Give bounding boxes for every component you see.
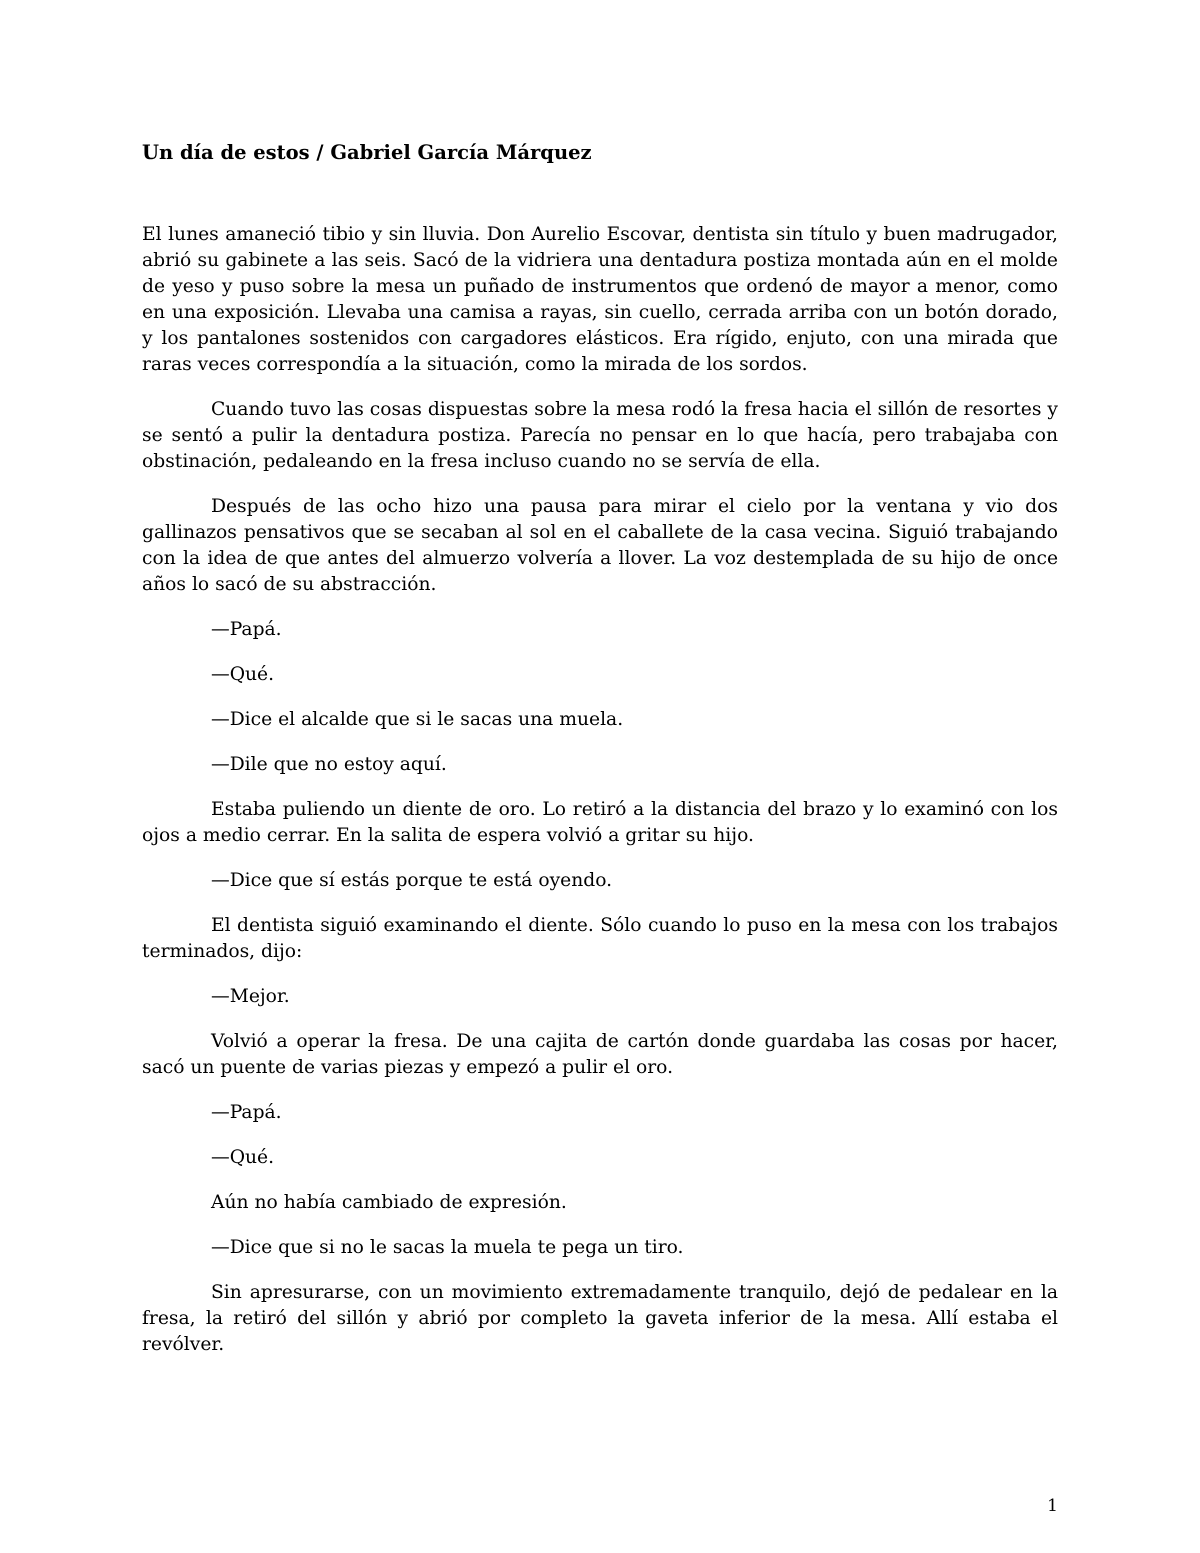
paragraph: Cuando tuvo las cosas dispuestas sobre la mesa rodó la fresa hacia el sillón de resortes y se sentó a pulir la dentadura postiza. Parecía no pensar en lo que hacía, pero trabajaba con obstinación, pedaleando en la fresa incluso cuando no se servía de ella. [142,399,1058,472]
dialogue-line: —Dice el alcalde que si le sacas una muela. [211,709,624,730]
page-number: 1 [1047,1496,1058,1516]
paragraph: Volvió a operar la fresa. De una cajita de cartón donde guardaba las cosas por hacer, sacó un puente de varias piezas y empezó a pulir el oro. [142,1031,1058,1078]
document-body [142,222,1058,1377]
paragraph: Estaba puliendo un diente de oro. Lo retiró a la distancia del brazo y lo examinó con los ojos a medio cerrar. En la salita de espera volvió a gritar su hijo. [142,799,1058,846]
paragraph: El lunes amaneció tibio y sin lluvia. Don Aurelio Escovar, dentista sin título y buen madrugador, abrió su gabinete a las seis. Sacó de la vidriera una dentadura postiza montada aún en el molde de yeso y puso sobre la mesa un puñado de instrumentos que ordenó de mayor a menor, como en una exposición. Llevaba una camisa a rayas, sin cuello, cerrada arriba con un botón dorado, y los pantalones sostenidos con cargadores elásticos. Era rígido, enjuto, con una mirada que raras veces correspondía a la situación, como la mirada de los sordos. [142,224,1058,375]
dialogue-line: —Dile que no estoy aquí. [211,754,447,775]
paragraph: El dentista siguió examinando el diente. Sólo cuando lo puso en la mesa con los trabajos terminados, dijo: [142,915,1058,962]
dialogue-line: —Dice que si no le sacas la muela te pega un tiro. [211,1237,684,1258]
dialogue-line: —Qué. [211,1147,275,1168]
paragraph: Aún no había cambiado de expresión. [211,1192,567,1213]
dialogue-line: —Dice que sí estás porque te está oyendo. [211,870,613,891]
document-title: Un día de estos / Gabriel García Márquez [142,141,592,164]
dialogue-line: —Qué. [211,664,275,685]
dialogue-line: —Papá. [211,1102,282,1123]
dialogue-line: —Papá. [211,619,282,640]
paragraph: Después de las ocho hizo una pausa para mirar el cielo por la ventana y vio dos gallinazos pensativos que se secaban al sol en el caballete de la casa vecina. Siguió trabajando con la idea de que antes del almuerzo volvería a llover. La voz destemplada de su hijo de once años lo sacó de su abstracción. [142,496,1058,595]
paragraph: Sin apresurarse, con un movimiento extremadamente tranquilo, dejó de pedalear en la fresa, la retiró del sillón y abrió por completo la gaveta inferior de la mesa. Allí estaba el revólver. [142,1282,1058,1355]
dialogue-line: —Mejor. [211,986,290,1007]
